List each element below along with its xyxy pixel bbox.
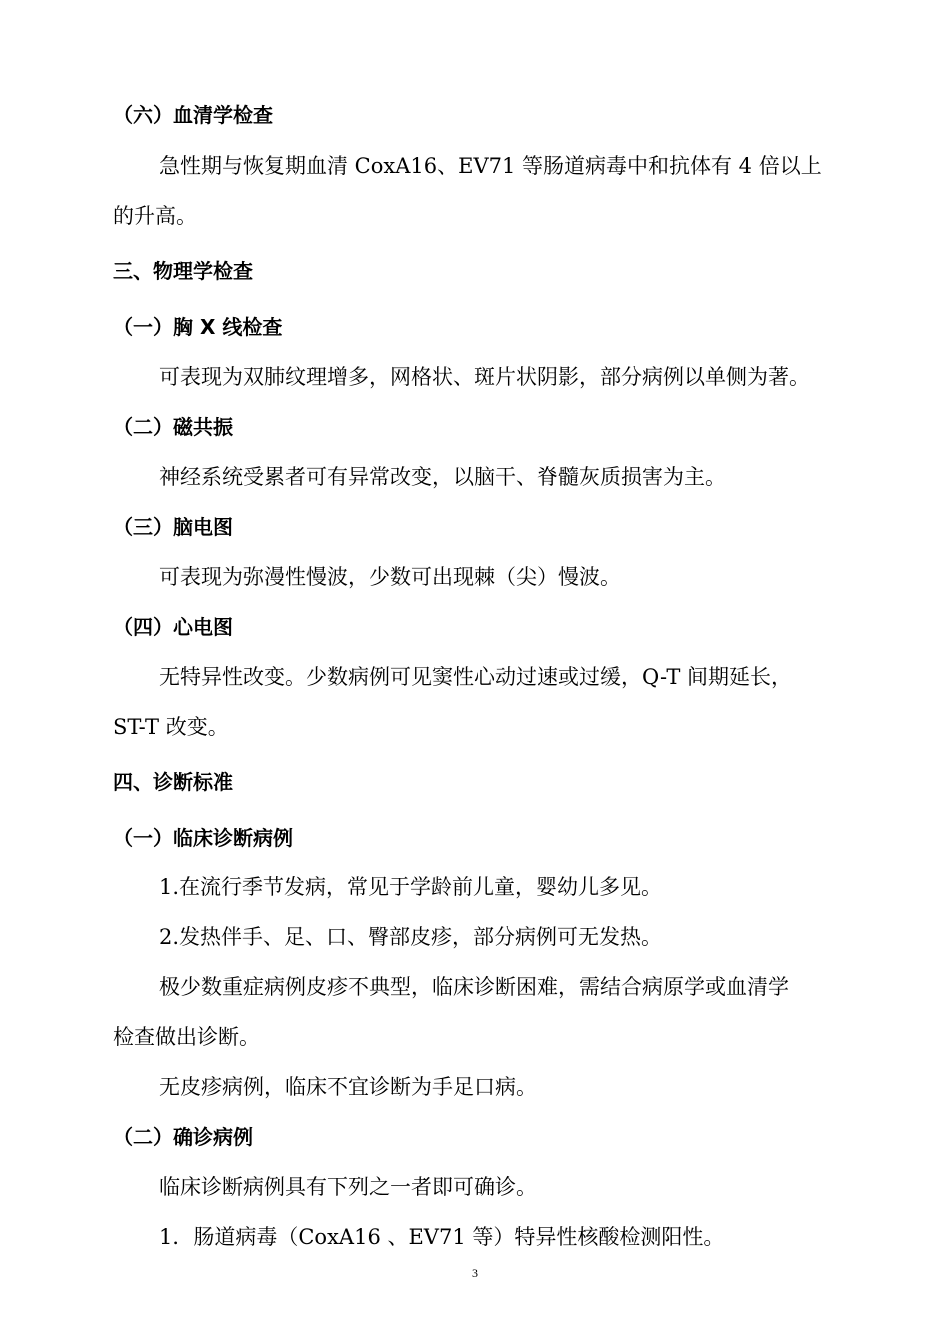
subsection-heading-confirmed-case: （二）确诊病例 xyxy=(113,1125,253,1149)
paragraph-clinical-item-2: 2.发热伴手、足、口、臀部皮疹，部分病例可无发热。 xyxy=(159,925,663,949)
paragraph-no-rash: 无皮疹病例，临床不宜诊断为手足口病。 xyxy=(159,1075,537,1099)
paragraph-ecg-continued: ST-T 改变。 xyxy=(113,715,229,739)
paragraph-ecg: 无特异性改变。少数病例可见窦性心动过速或过缓，Q-T 间期延长， xyxy=(159,665,793,689)
subsection-heading-chest-xray: （一）胸 X 线检查 xyxy=(113,315,283,339)
paragraph-serology: 急性期与恢复期血清 CoxA16、EV71 等肠道病毒中和抗体有 4 倍以上 xyxy=(159,154,822,178)
paragraph-serology-continued: 的升高。 xyxy=(113,204,197,228)
subsection-heading-eeg: （三）脑电图 xyxy=(113,515,233,539)
section-heading-serology: （六）血清学检查 xyxy=(113,103,273,127)
paragraph-eeg: 可表现为弥漫性慢波，少数可出现棘（尖）慢波。 xyxy=(159,565,621,589)
paragraph-confirmed-item-1: 1．肠道病毒（CoxA16 、EV71 等）特异性核酸检测阳性。 xyxy=(159,1225,725,1249)
subsection-heading-clinical-case: （一）临床诊断病例 xyxy=(113,826,293,850)
section-heading-physical-exam: 三、物理学检查 xyxy=(113,259,253,283)
paragraph-atypical-rash: 极少数重症病例皮疹不典型，临床诊断困难，需结合病原学或血清学 xyxy=(159,975,789,999)
paragraph-mri: 神经系统受累者可有异常改变，以脑干、脊髓灰质损害为主。 xyxy=(159,465,726,489)
subsection-heading-mri: （二）磁共振 xyxy=(113,415,233,439)
paragraph-chest-xray: 可表现为双肺纹理增多，网格状、斑片状阴影，部分病例以单侧为著。 xyxy=(159,365,810,389)
paragraph-clinical-item-1: 1.在流行季节发病，常见于学龄前儿童，婴幼儿多见。 xyxy=(159,875,663,899)
subsection-heading-ecg: （四）心电图 xyxy=(113,615,233,639)
paragraph-confirmed-intro: 临床诊断病例具有下列之一者即可确诊。 xyxy=(159,1175,537,1199)
paragraph-atypical-rash-continued: 检查做出诊断。 xyxy=(113,1025,260,1049)
page-number: 3 xyxy=(472,1266,478,1280)
section-heading-diagnostic-criteria: 四、诊断标准 xyxy=(113,770,233,794)
